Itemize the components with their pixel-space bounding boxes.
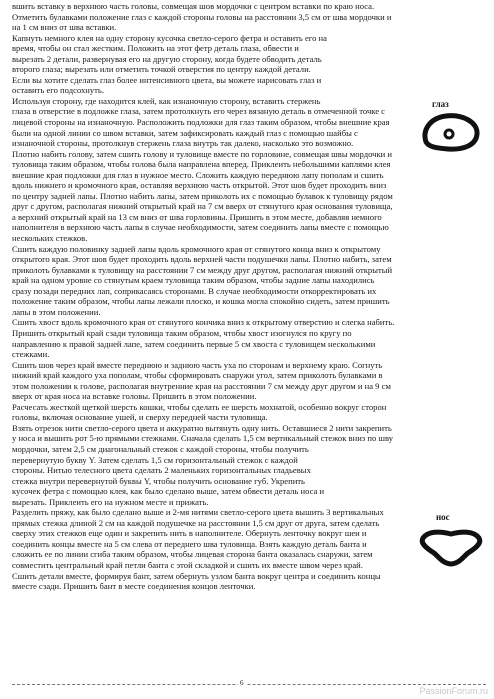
text-line: Сшить детали вместе, формируя бант, затем обернуть узлом банта вокруг центра и соединить концы (12, 570, 381, 581)
text-line: на 1 см вниз от шва вставки. (12, 22, 117, 33)
text-line: нижний край каждого уха пополам, чтобы сформировать снаружи угол, затем приколоть булавками в (12, 370, 383, 381)
nose-figure-label: нос (436, 512, 450, 522)
text-line: сложить ее по линии сгиба таким образом, чтобы лицевая сторона банта оказалась снаружи, затем (12, 549, 373, 560)
instruction-text (12, 1, 486, 592)
text-line: наполнителя в верхнюю часть лапы в случае необходимости, затем соединить лапы вместе с помощью (12, 222, 389, 233)
text-line: по центру задней лапы. Плотно набить лапы, затем приколоть их с помощью булавок к туловищу рядом (12, 190, 393, 201)
text-line: стежка внутри перевернутой буквы Y, чтобы получить основание губ. Укрепить (12, 475, 305, 486)
text-line: Отметить булавками положение глаз с каждой стороны головы на расстоянии 3,5 см от шва мордочки и (12, 11, 392, 22)
text-line: Сшить каждую половинку задней лапы вдоль кромочного края от стянутого конца вниз к открытому (12, 243, 381, 254)
text-line: прямых стежка длиной 2 см на каждой подушечке на расстоянии 1,5 см друг от друга, затем сделать (12, 517, 380, 528)
text-line: направлению к правой задней лапе, затем соединить первые 5 см хвоста с туловищем несколькими (12, 338, 376, 349)
text-line: край на одном уровне со стянутым краем туловища таким образом, чтобы задние лапы находились (12, 275, 375, 286)
text-line: совместить центральный край петли банта с этой складкой и сшить их вместе швом через край. (12, 559, 363, 570)
text-line: Взять отрезок нити светло-серого цвета и аккуратно вытянуть одну нить. Оставшиеся 2 нити закрепить (12, 422, 392, 433)
text-line: соединить концы вместе на 5 см слева от переднего шва туловища. Взять каждую деталь банта и (12, 538, 367, 549)
text-line: стороны. Нитью телесного цвета сделать 2 маленьких горизонтальных гладьевых (12, 465, 311, 476)
text-line: открытого края. Этот шов будет проходить вдоль верхней части подушечки лапы. Плотно набить, затем (12, 254, 392, 265)
text-line: стежками. (12, 349, 50, 360)
watermark: PassionForum.ru (419, 686, 488, 696)
text-line: Разделить пряжу, как было сделано выше и 2-мя нитями светло-серого цвета вышить 3 вертикальных (12, 507, 384, 518)
nose-pattern-figure (418, 526, 484, 568)
text-line: положение таким образом, чтобы лапы лежали плоско, и кошка могла спокойно сидеть, затем пришить (12, 296, 390, 307)
eye-pattern-figure (420, 112, 482, 154)
text-line: внешние края подложки для глаз в нужное место. Сложить каждую переднюю лапу пополам и сшить (12, 169, 384, 180)
text-line: Сшить хвост вдоль кромочного края от стянутого кончика вниз к открытому отверстию и слегка набить. (12, 317, 395, 328)
text-line: Расчесать жесткой щеткой шерсть кошки, чтобы сделать ее шерсть мохнатой, особенно вокруг сторон (12, 401, 387, 412)
text-line: перевернутую букву Y. Затем сделать 1,5 см горизонтальный стежок с каждой (12, 454, 298, 465)
eye-figure-label: глаз (432, 99, 449, 109)
text-line: сверху этих стежков еще один и закрепить нить в наполнителе. Обернуть ленточку вокруг шеи и (12, 528, 367, 539)
text-line: время, чтобы он стал жестким. Положить на этот фетр деталь глаза, обвести и (12, 43, 299, 54)
text-line: оставить его подсохнуть. (12, 85, 104, 96)
text-line: вместе сзади. Пришить бант в месте соединения концов ленточки. (12, 581, 256, 592)
footer-rule (12, 684, 486, 685)
text-line: сразу позади передних лап, соприкасаясь сторонами. В случае необходимости откорректировать их (12, 285, 377, 296)
text-line: Если вы хотите сделать глаз более интенсивного цвета, вы можете нарисовать глаз и (12, 74, 322, 85)
text-line: лапы в этом положении. (12, 306, 101, 317)
text-line: второго глаза; вырезать или отметить точкой отверстия по центру каждой детали. (12, 64, 311, 75)
text-line: глаза в отверстие в подложке глаза, затем протолкнуть его через вязаную деталь в отмеченной точке с (12, 106, 385, 117)
text-line: вдоль нижнего и кромочного края, оставляя верхнюю часть открытой. Этот шов будет проходить вниз (12, 180, 387, 191)
text-line: лицевой стороны на изнаночную. Расположить подложки для глаз таким образом, чтобы внешние края (12, 117, 390, 128)
text-line: этом положении к голове, располагая внутренние края на расстоянии 7 см между друг другом и на 9 см (12, 380, 391, 391)
text-line: друг с другом, располагая нижний открытый край на 7 см вверх от стянутого края основания туловища, (12, 201, 393, 212)
text-line: вырезать 2 детали, развернувая его на другую сторону, когда будете обводить деталь (12, 53, 322, 64)
eye-hole-icon (445, 130, 453, 138)
text-line: Пришить открытый край сзади туловища таким образом, чтобы хвост изогнулся по кругу по (12, 327, 352, 338)
text-line: а верхний открытый край на 13 см вниз от шва горловины. Пришить в этом месте, добавляя немного (12, 211, 382, 222)
text-line: вверх от края носа на вставке головы. Пришить в этом положении. (12, 391, 257, 402)
text-line: кусочек фетра с помощью клея, как было сделано выше, затем обвести деталь носа и (12, 486, 325, 497)
text-line: вырезать. Приклеить его на нужном месте и прижать. (12, 496, 209, 507)
text-line: мордочки, затем 2,5 см диагональный стежок с каждой стороны, чтобы получить (12, 443, 309, 454)
page-number: 6 (240, 679, 244, 687)
text-line: Плотно набить голову, затем сшить голову и туловище вместе по горловине, совмещая швы мордочки и (12, 148, 392, 159)
text-line: вшить вставку в верхнюю часть головы, совмещая шов мордочки с центром вставки по краю носа. (12, 1, 375, 11)
text-line: Используя сторону, где находится клей, как изнаночную сторону, вставить стержень (12, 95, 321, 106)
text-line: головы, включая основание ушей, и сверху передней части туловища. (12, 412, 268, 423)
text-line: Сшить шов через край вместе переднюю и заднюю часть уха по сторонам и верхнему краю. Согнуть (12, 359, 383, 370)
text-line: у носа и вышить рот 5-ю прямыми стежками. Сначала сделать 1,5 см вертикальный стежок вниз по шву (12, 433, 394, 444)
text-line: были на одной линии со швом вставки, затем зафиксировать каждый глаз с помощью шайбы с (12, 127, 358, 138)
text-line: туловища таким образом, чтобы голова была направлена вперед. Приклеить небольшими каплями клея (12, 159, 391, 170)
text-line: изнаночной стороны, протолкнув стержень глаза внутрь так далеко, насколько это возможно. (12, 138, 354, 149)
text-line: нескольких стежков. (12, 233, 88, 244)
text-line: приколоть булавками к туловищу на расстоянии 7 см между друг другом, располагая нижний открытый (12, 264, 393, 275)
text-line: Капнуть немного клея на одну сторону кусочка светло-серого фетра и оставить его на (12, 32, 327, 43)
